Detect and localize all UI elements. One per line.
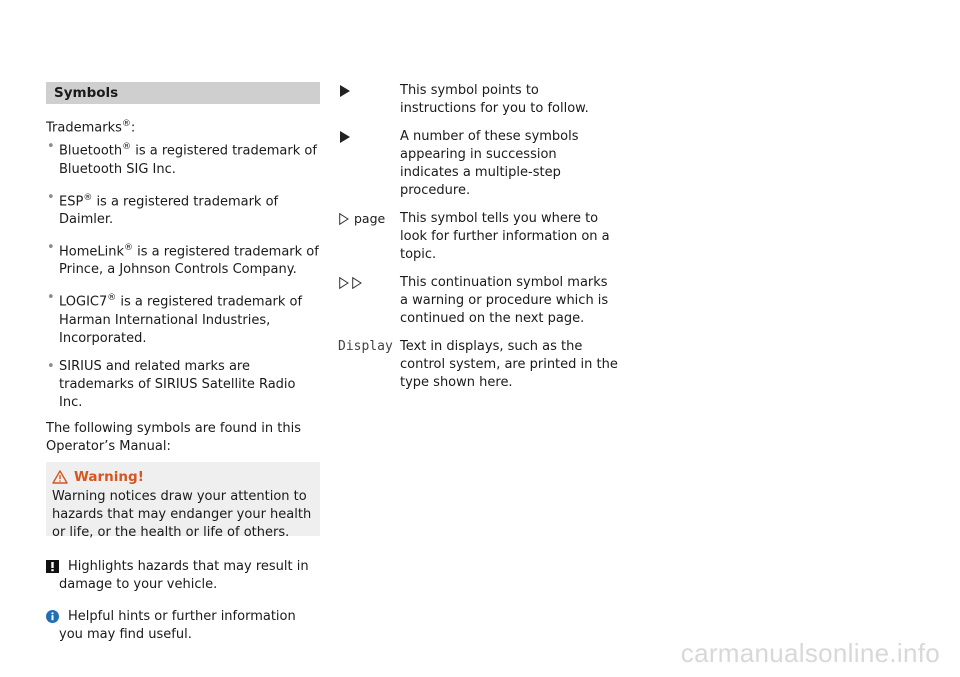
warning-box (46, 462, 320, 540)
symbol-cell (338, 128, 400, 146)
symbol-row-continuation (338, 274, 618, 328)
symbol-description: A number of these symbols appearing in succession indicates a multiple-step procedure. (400, 129, 579, 198)
trademark-bullet-bluetooth: • Bluetooth® is a registered trademark of Bluetooth SIG Inc. (47, 139, 317, 177)
trademark-bullet-esp: • ESP® is a registered trademark of Daimler. (47, 189, 279, 227)
symbols-intro: The following symbols are found in this Operator’s Manual: (46, 420, 301, 454)
symbol-cell (338, 210, 400, 228)
symbol-row-instruction (338, 82, 618, 118)
symbol-cell (338, 82, 400, 100)
bullet-dot: • (47, 239, 55, 255)
filled-arrow-icon (340, 131, 350, 143)
symbol-cell (338, 338, 400, 356)
symbol-cell (338, 274, 400, 292)
filled-arrow-icon (340, 85, 350, 97)
left-column (46, 82, 320, 644)
bullet-dot: • (47, 139, 55, 155)
symbol-description: This symbol points to instructions for you to follow. (400, 83, 589, 116)
trademark-bullet-homelink: • HomeLink® is a registered trademark of Prince, a Johnson Controls Company. (47, 239, 319, 278)
section-heading: Symbols (46, 82, 320, 104)
symbol-row-multistep (338, 128, 618, 200)
symbol-description: This continuation symbol marks a warning or procedure which is continued on the next page. (400, 275, 609, 326)
trademark-bullet-logic7: • LOGIC7® is a registered trademark of Harman International Industries, Incorporated. (47, 290, 303, 346)
bullet-dot: • (47, 358, 55, 374)
warning-text: Warning notices draw your attention to hazards that may endanger your health or life, or the health or life of others. (52, 488, 312, 540)
damage-note: Highlights hazards that may result in damage to your vehicle. (46, 558, 320, 594)
symbol-row-page-reference (338, 210, 618, 264)
page-label: page (354, 211, 386, 226)
symbol-description: This symbol tells you where to look for further information on a topic. (400, 211, 610, 262)
bullet-dot: • (47, 189, 55, 205)
exclamation-box-icon (46, 560, 59, 573)
warning-triangle-icon (52, 470, 68, 484)
symbol-row-display (338, 338, 618, 392)
symbol-description: Text in displays, such as the control system, are printed in the type shown here. (400, 339, 618, 390)
warning-label: Warning! (74, 468, 144, 485)
trademarks-intro: Trademarks®: (46, 119, 136, 136)
hint-note: Helpful hints or further information you may find useful. (46, 608, 320, 644)
warning-title (52, 466, 312, 488)
info-circle-icon (46, 610, 59, 623)
watermark: carmanualsonline.info (680, 638, 940, 668)
display-label: Display (338, 339, 393, 354)
trademark-bullet-sirius: • SIRIUS and related marks are trademarks of SIRIUS Satellite Radio Inc. (47, 358, 296, 410)
double-outline-arrow-icon (339, 277, 363, 289)
right-column (338, 82, 618, 392)
bullet-dot: • (47, 290, 55, 306)
outline-arrow-icon (339, 213, 349, 225)
